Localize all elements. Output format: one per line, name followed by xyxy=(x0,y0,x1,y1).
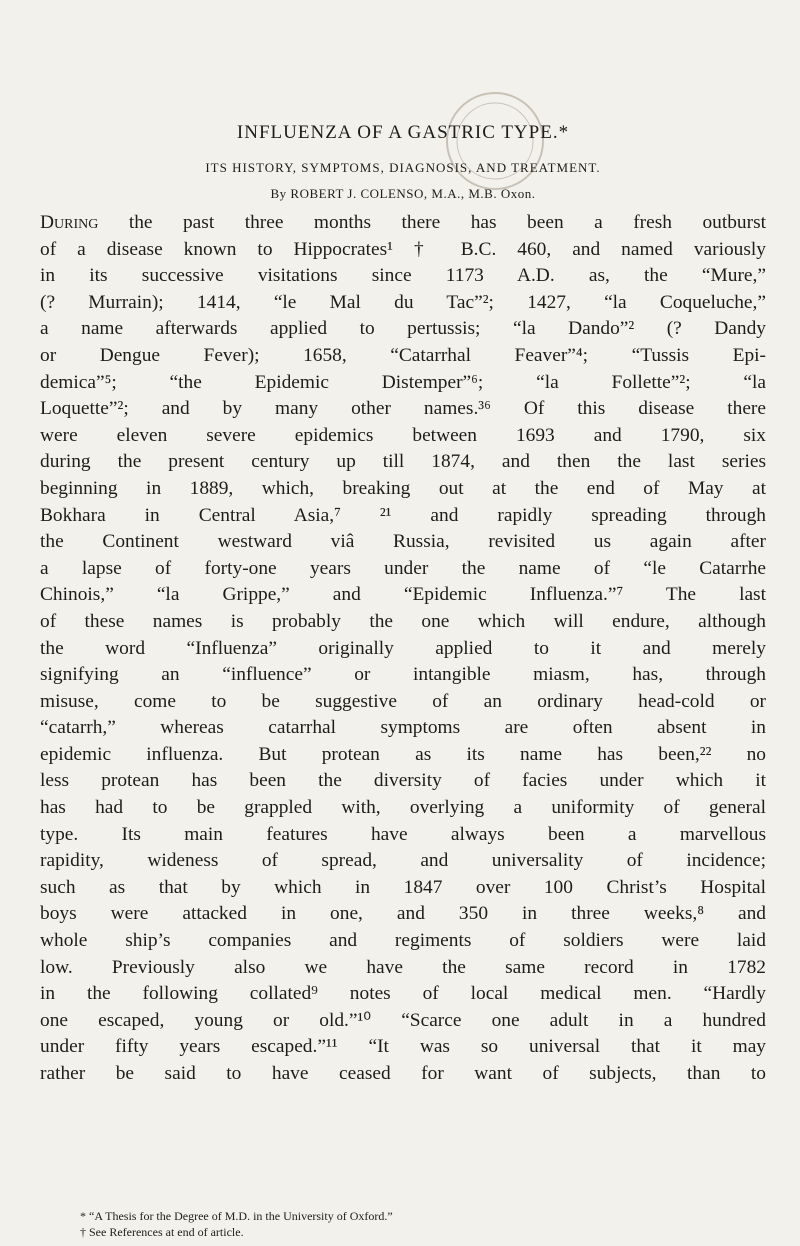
body-line: has had to be grappled with, overlying a uniformity of general xyxy=(40,797,766,819)
body-line: less protean has been the diversity of facies under which it xyxy=(40,770,766,792)
body-line: type. Its main features have always been a marvellous xyxy=(40,823,766,845)
body-line: under fifty years escaped.”¹¹ “It was so universal that it may xyxy=(40,1036,766,1058)
footnote-thesis: * “A Thesis for the Degree of M.D. in the University of Oxford.” xyxy=(80,1209,393,1223)
body-line: During the past three months there has been a fresh outburst xyxy=(40,212,766,233)
body-line: “catarrh,” whereas catarrhal symptoms are often absent in xyxy=(40,717,766,739)
body-line: of these names is probably the one which will endure, although xyxy=(40,610,766,632)
body-line: in its successive visitations since 1173 A.D. as, the “Mure,” xyxy=(40,265,766,287)
body-line: misuse, come to be suggestive of an ordinary head-cold or xyxy=(40,690,766,712)
body-line: beginning in 1889, which, breaking out at the end of May at xyxy=(40,477,766,499)
article-subtitle: ITS HISTORY, SYMPTOMS, DIAGNOSIS, AND TREATMENT. xyxy=(205,160,601,175)
body-line: or Dengue Fever); 1658, “Catarrhal Feaver”⁴; “Tussis Epi- xyxy=(40,344,766,366)
body-line: Bokhara in Central Asia,⁷ ²¹ and rapidly spreading through xyxy=(40,504,766,526)
body-line: Chinois,” “la Grippe,” and “Epidemic Influenza.”⁷ The last xyxy=(40,584,766,606)
body-line: of a disease known to Hippocrates¹ † B.C. 460, and named variously xyxy=(40,238,766,260)
body-line: a name afterwards applied to pertussis; “la Dando”² (? Dandy xyxy=(40,318,766,340)
body-line: boys were attacked in one, and 350 in three weeks,⁸ and xyxy=(40,903,766,925)
body-line: rather be said to have ceased for want of subjects, than to xyxy=(40,1063,766,1084)
footnote-references: † See References at end of article. xyxy=(80,1225,244,1239)
body-line: the Continent westward viâ Russia, revisited us again after xyxy=(40,531,766,553)
body-line: in the following collated⁹ notes of local medical men. “Hardly xyxy=(40,983,766,1005)
body-line: one escaped, young or old.”¹⁰ “Scarce one adult in a hundred xyxy=(40,1009,766,1031)
article-body xyxy=(40,210,766,1088)
body-line: whole ship’s companies and regiments of soldiers were laid xyxy=(40,930,766,952)
body-line: epidemic influenza. But protean as its name has been,²² no xyxy=(40,743,766,765)
body-line: such as that by which in 1847 over 100 Christ’s Hospital xyxy=(40,876,766,898)
body-line: low. Previously also we have the same record in 1782 xyxy=(40,956,766,978)
body-line: rapidity, wideness of spread, and universality of incidence; xyxy=(40,850,766,872)
article-title: INFLUENZA OF A GASTRIC TYPE.* xyxy=(236,122,570,143)
body-line: the word “Influenza” originally applied to it and merely xyxy=(40,637,766,659)
footnotes xyxy=(40,1208,766,1240)
body-line: during the present century up till 1874, and then the last series xyxy=(40,451,766,473)
body-line: a lapse of forty-one years under the name of “le Catarrhe xyxy=(40,557,766,579)
body-line: signifying an “influence” or intangible miasm, has, through xyxy=(40,664,766,686)
body-line: demica”⁵; “the Epidemic Distemper”⁶; “la Follette”²; “la xyxy=(40,371,766,393)
body-line: (? Murrain); 1414, “le Mal du Tac”²; 1427, “la Coqueluche,” xyxy=(40,291,766,313)
body-line: Loquette”²; and by many other names.³⁶ Of this disease there xyxy=(40,398,766,420)
body-line: were eleven severe epidemics between 1693 and 1790, six xyxy=(40,424,766,446)
author-byline: By ROBERT J. COLENSO, M.A., M.B. Oxon. xyxy=(270,186,536,201)
